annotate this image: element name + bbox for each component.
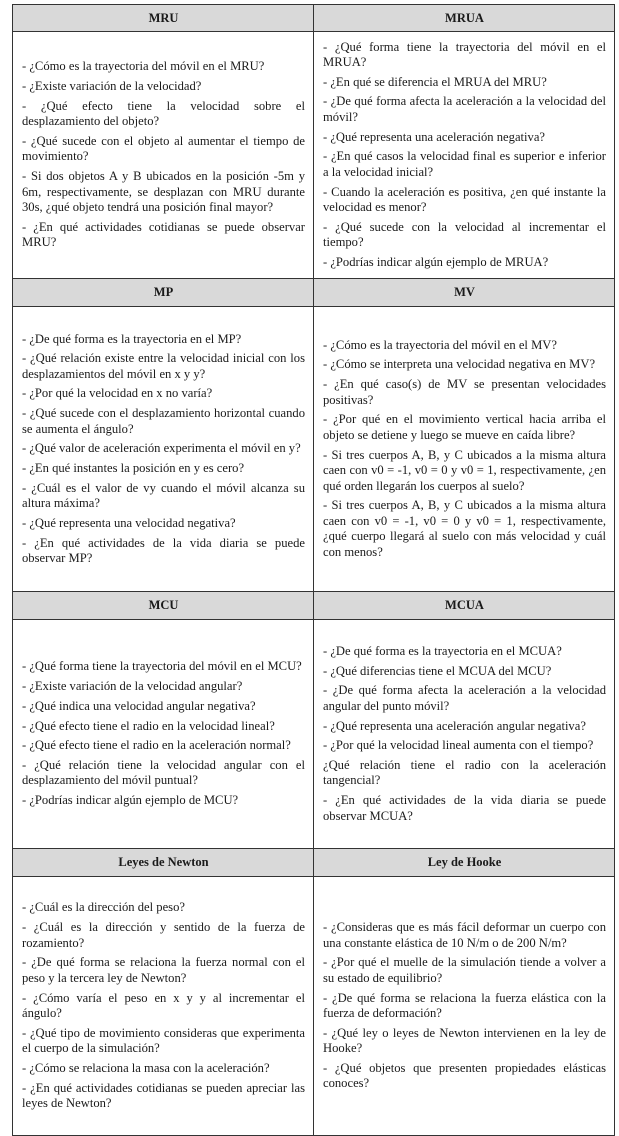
question-item: - ¿Existe variación de la velocidad angular? [22,679,243,694]
question-item: - ¿Qué indica una velocidad angular negativa? [22,698,256,713]
question-item: - ¿En qué se diferencia el MRUA del MRU? [323,74,547,89]
questions-table [12,4,615,1136]
section-title-mp: MP [13,279,314,307]
question-item: - ¿Qué objetos que presenten propiedades elásticas conoces? [323,1060,606,1091]
question-list [22,332,305,567]
question-item: - ¿Qué relación tiene la velocidad angular con el desplazamiento del móvil puntual? [22,757,305,788]
question-item: - Si dos objetos A y B ubicados en la posición -5m y 6m, respectivamente, se desplazan con MRU durante 30s, ¿qué objeto tendrá una posición final mayor? [22,169,305,215]
section-title-leyes-de-newton: Leyes de Newton [13,849,314,877]
section-header-row [13,592,615,620]
section-body-row [13,307,615,592]
question-item: - ¿Qué valor de aceleración experimenta el móvil en y? [22,441,301,456]
question-cell-mcua [314,620,615,849]
question-item: - ¿Podrías indicar algún ejemplo de MCU? [22,793,239,808]
question-item: - ¿De qué forma se relaciona la fuerza normal con el peso y la tercera ley de Newton? [22,955,305,985]
question-item: - ¿En qué instantes la posición en y es cero? [22,460,245,475]
question-item: - ¿De qué forma es la trayectoria en el MP? [22,331,242,346]
section-body-row [13,32,615,279]
question-item: - ¿Cuál es la dirección y sentido de la fuerza de rozamiento? [22,920,305,950]
question-cell-mcu [13,620,314,849]
question-item: - ¿Qué representa una aceleración angular negativa? [323,718,586,733]
question-item: - Si tres cuerpos A, B, y C ubicados a la misma altura caen con v0 = -1, v0 = 0 y v0 = 1, respectivamente, ¿qué cuerpo llegará al suelo con más velocidad y cuál con menos? [323,498,606,559]
question-item: - ¿Cómo se interpreta una velocidad negativa en MV? [323,357,596,372]
question-item: - ¿Cuál es la dirección del peso? [22,900,185,915]
section-title-mcu: MCU [13,592,314,620]
question-item: - ¿De qué forma es la trayectoria en el MCUA? [323,643,562,658]
question-item: - ¿De qué forma se relaciona la fuerza elástica con la fuerza de deformación? [323,990,606,1020]
question-item: - ¿Qué representa una velocidad negativa? [22,515,236,530]
section-title-mcua: MCUA [314,592,615,620]
question-item: - Cuando la aceleración es positiva, ¿en qué instante la velocidad es menor? [323,184,606,215]
section-header-row [13,849,615,877]
question-item: - ¿En qué actividades de la vida diaria se puede observar MCUA? [323,793,606,823]
question-item: - ¿Qué ley o leyes de Newton intervienen en la ley de Hooke? [323,1025,606,1056]
question-item: - ¿Por qué el muelle de la simulación tiende a volver a su estado de equilibrio? [323,955,606,985]
question-item: - ¿Podrías indicar algún ejemplo de MRUA? [323,254,549,269]
question-item: - ¿De qué forma afecta la aceleración a la velocidad angular del punto móvil? [323,683,606,713]
question-item: - ¿De qué forma afecta la aceleración a la velocidad del móvil? [323,94,606,124]
question-item: - ¿Qué forma tiene la trayectoria del móvil en el MRUA? [323,39,606,70]
question-item: - ¿Cuál es el valor de vy cuando el móvil alcanza su altura máxima? [22,480,305,511]
question-list [22,659,305,808]
question-item: - ¿Consideras que es más fácil deformar un cuerpo con una constante elástica de 10 N/m o de 200 N/m? [323,920,606,950]
question-item: ¿Qué relación tiene el radio con la aceleración tangencial? [323,757,606,788]
question-list [22,59,305,250]
question-item: - ¿Qué sucede con el objeto al aumentar el tiempo de movimiento? [22,133,305,164]
question-cell-mp [13,307,314,592]
question-cell-mru [13,32,314,279]
question-item: - ¿Qué sucede con el desplazamiento horizontal cuando se aumenta el ángulo? [22,406,305,436]
question-item: - ¿Cómo es la trayectoria del móvil en el MRU? [22,59,265,74]
section-title-mrua: MRUA [314,5,615,32]
question-list [323,920,606,1092]
question-item: - ¿En qué casos la velocidad final es superior e inferior a la velocidad inicial? [323,149,606,179]
question-item: - ¿Por qué en el movimiento vertical hacia arriba el objeto se detiene y luego se mueve en caída libre? [323,412,606,442]
question-item: - ¿Existe variación de la velocidad? [22,78,202,93]
section-body-row [13,620,615,849]
question-cell-mrua [314,32,615,279]
question-item: - ¿Qué tipo de movimiento consideras que experimenta el cuerpo de la simulación? [22,1025,305,1056]
question-item: - ¿Qué sucede con la velocidad al incrementar el tiempo? [323,219,606,250]
question-list [323,644,606,824]
section-title-ley-de-hooke: Ley de Hooke [314,849,615,877]
question-item: - ¿Qué efecto tiene el radio en la velocidad lineal? [22,718,275,733]
question-item: - ¿En qué actividades de la vida diaria se puede observar MP? [22,535,305,565]
question-item: - ¿Qué efecto tiene el radio en la aceleración normal? [22,738,291,753]
question-item: - ¿Qué relación existe entre la velocidad inicial con los desplazamientos del móvil en x y y? [22,351,305,381]
section-title-mv: MV [314,279,615,307]
question-list [22,900,305,1111]
question-item: - ¿Qué representa una aceleración negativa? [323,129,546,144]
question-list [323,338,606,560]
question-item: - ¿Por qué la velocidad lineal aumenta con el tiempo? [323,738,594,753]
section-header-row [13,279,615,307]
question-item: - ¿En qué actividades cotidianas se pueden apreciar las leyes de Newton? [22,1080,305,1111]
question-item: - ¿En qué actividades cotidianas se puede observar MRU? [22,219,305,250]
question-item: - ¿Qué efecto tiene la velocidad sobre el desplazamiento del objeto? [22,98,305,129]
question-item: - ¿Cómo se relaciona la masa con la aceleración? [22,1060,270,1075]
question-item: - Si tres cuerpos A, B, y C ubicados a la misma altura caen con v0 = -1, v0 = 0 y v0 = 1, respectivamente, ¿en qué orden llegarán los cuerpos al suelo? [323,447,606,493]
section-title-mru: MRU [13,5,314,32]
question-item: - ¿Cómo varía el peso en x y y al incrementar el ángulo? [22,990,305,1020]
question-item: - ¿Por qué la velocidad en x no varía? [22,386,213,401]
question-list [323,40,606,271]
question-item: - ¿Cómo es la trayectoria del móvil en el MV? [323,337,557,352]
question-item: - ¿Qué diferencias tiene el MCUA del MCU? [323,663,552,678]
question-item: - ¿En qué caso(s) de MV se presentan velocidades positivas? [323,377,606,407]
question-cell-mv [314,307,615,592]
question-item: - ¿Qué forma tiene la trayectoria del móvil en el MCU? [22,659,302,674]
section-header-row [13,5,615,32]
